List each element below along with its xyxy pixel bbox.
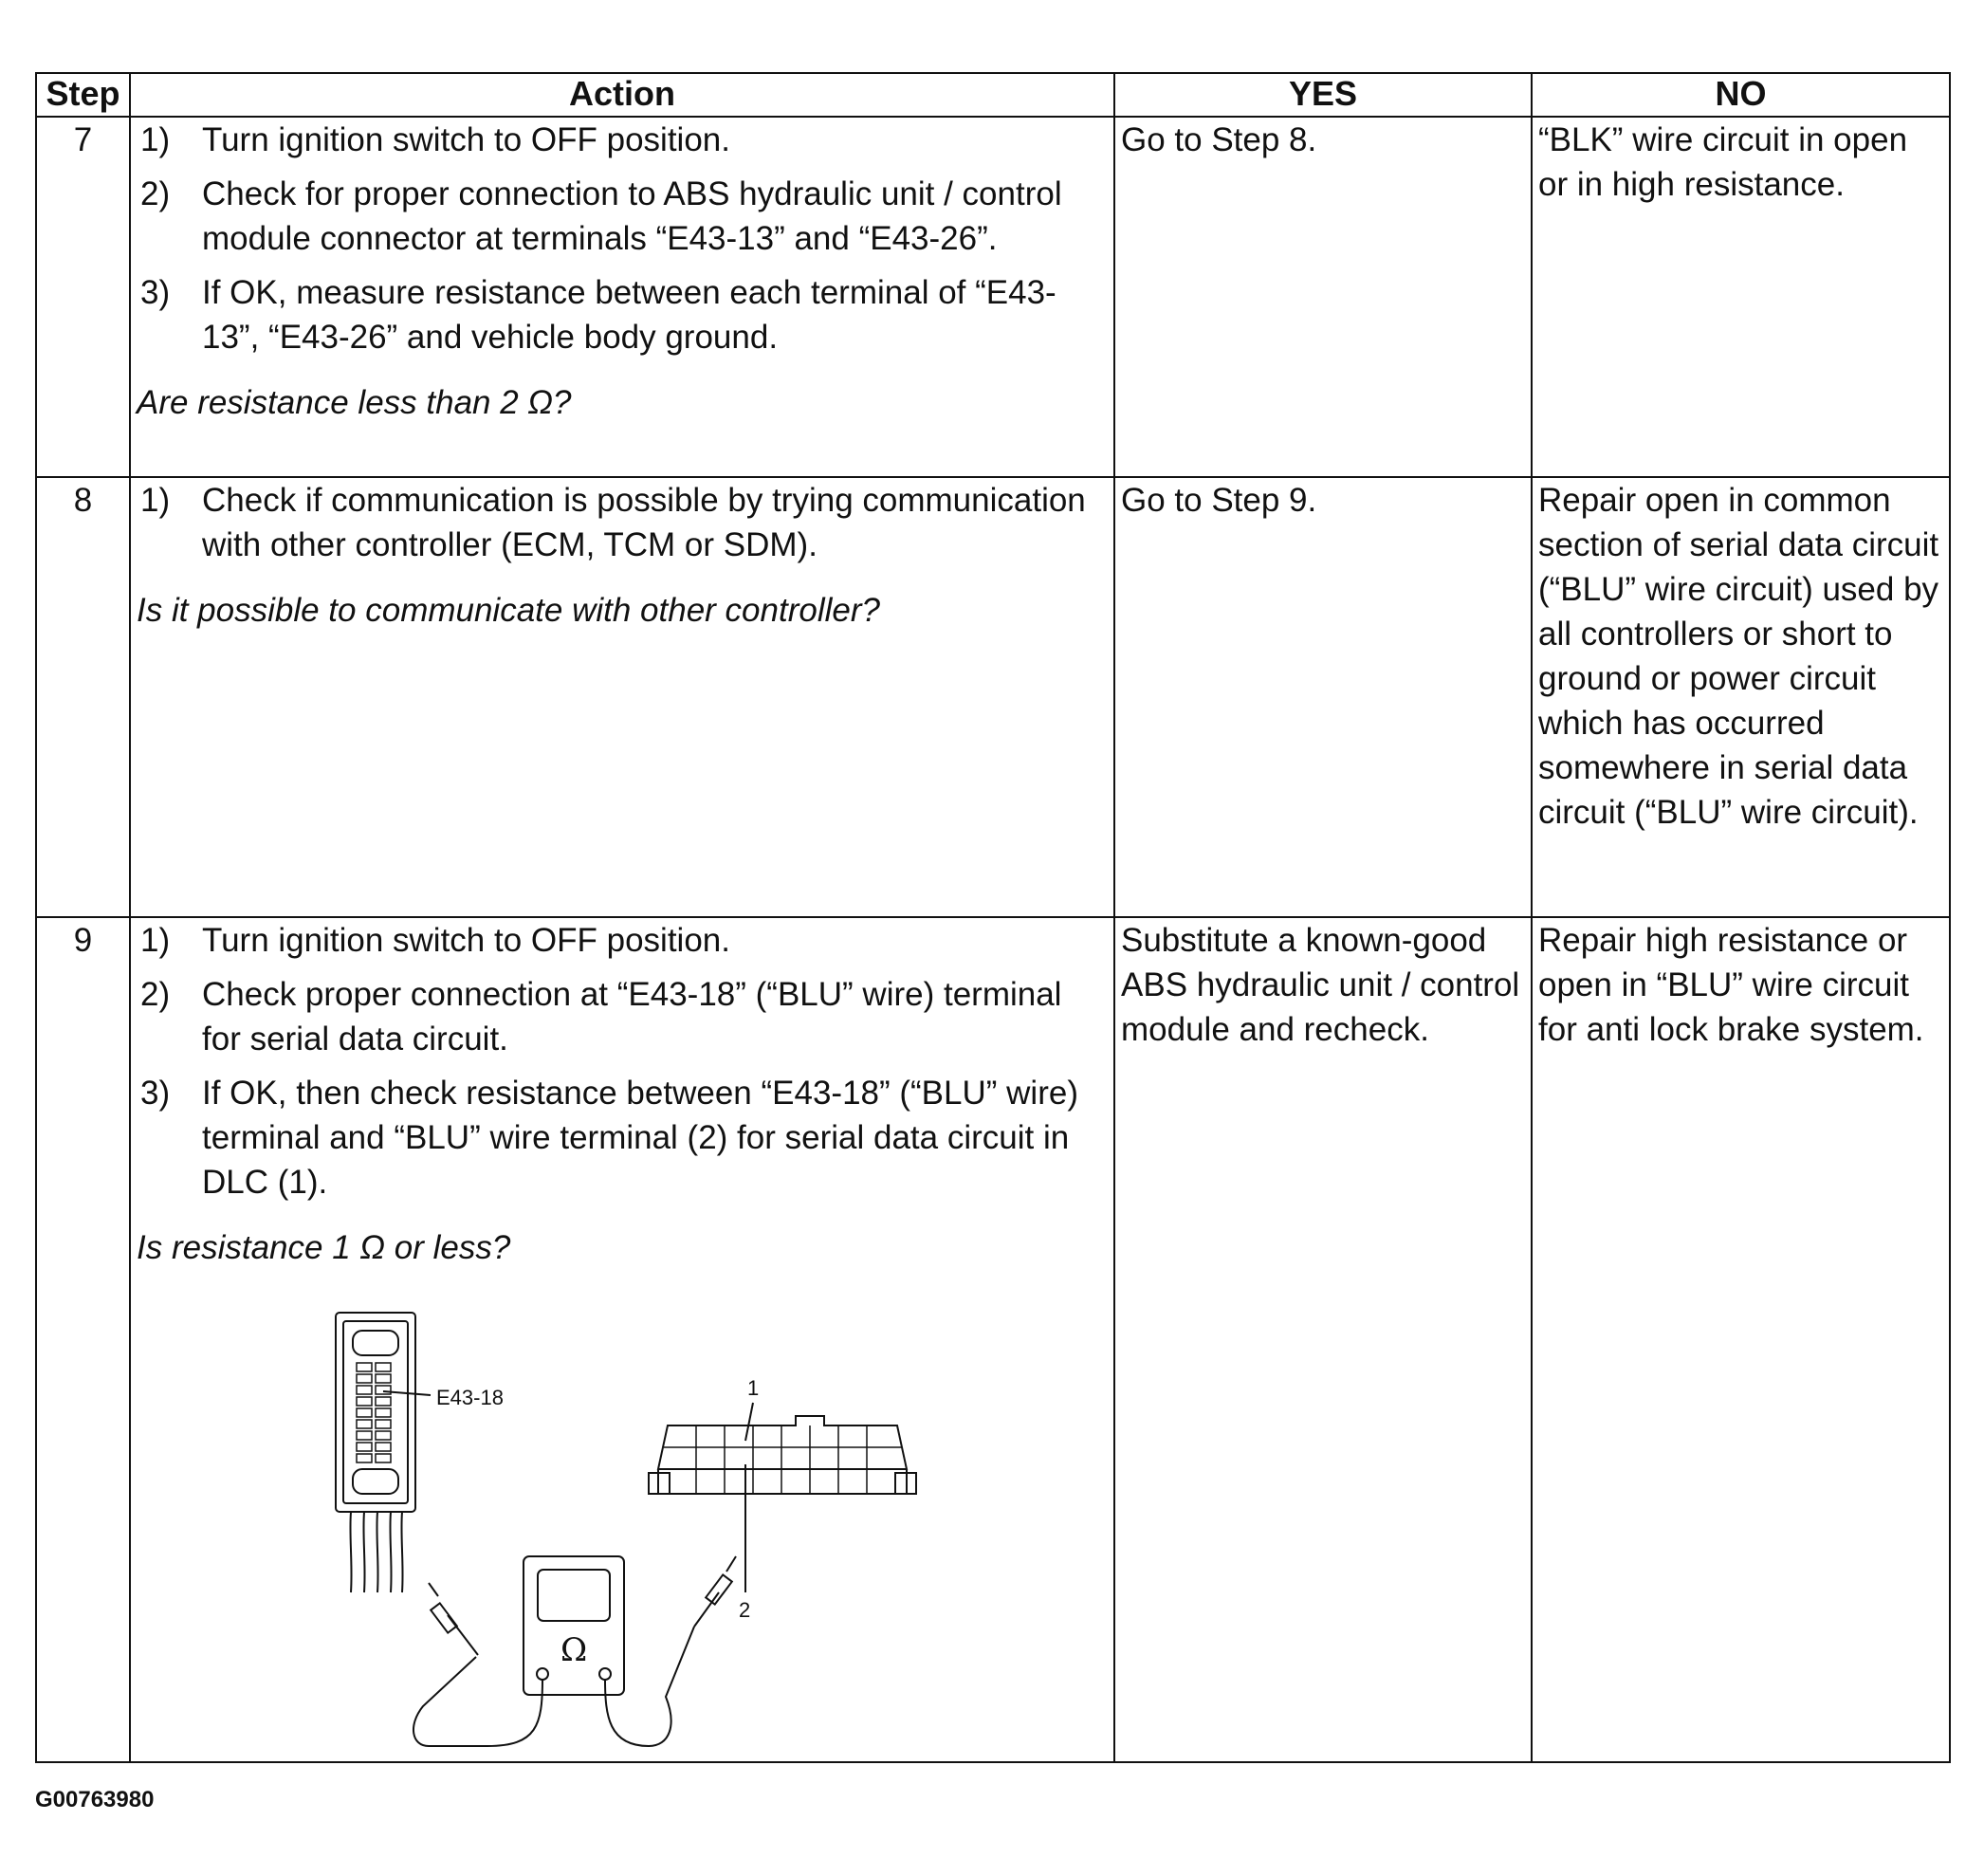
wiring-illustration [317, 1308, 1056, 1754]
header-step: Step [36, 73, 130, 117]
figure-id: G00763980 [35, 1787, 155, 1812]
step-number: 9 [36, 917, 130, 1762]
action-cell [130, 477, 1114, 917]
terminal-label: E43-18 [436, 1386, 504, 1409]
dlc-connector-icon [649, 1403, 916, 1592]
action-item-number: 3) [140, 1075, 171, 1112]
header-row [36, 73, 1950, 117]
action-item-text: Check if communication is possible by trying communication with other controller (ECM, TCM or SDM). [202, 482, 1086, 563]
action-list [137, 118, 1108, 359]
header-action: Action [130, 73, 1114, 117]
action-item-text: Check proper connection at “E43-18” (“BLU” wire) terminal for serial data circuit. [202, 976, 1062, 1058]
action-list [137, 478, 1108, 567]
diagnostic-table [35, 72, 1951, 1763]
action-item-number: 1) [140, 482, 171, 519]
header-no: NO [1532, 73, 1950, 117]
action-item [137, 270, 1108, 359]
dlc-callout: 1 [747, 1376, 760, 1400]
yes-cell: Go to Step 8. [1114, 117, 1532, 477]
no-cell: “BLK” wire circuit in open or in high resistance. [1532, 117, 1950, 477]
action-item-text: If OK, measure resistance between each terminal of “E43-13”, “E43-26” and vehicle body ground. [202, 274, 1056, 356]
no-cell: Repair high resistance or open in “BLU” wire circuit for anti lock brake system. [1532, 917, 1950, 1762]
check-question: Are resistance less than 2 Ω? [137, 384, 572, 421]
action-item [137, 972, 1108, 1061]
table-row [36, 117, 1950, 477]
action-item [137, 1071, 1108, 1205]
action-item-number: 1) [140, 121, 171, 158]
action-item [137, 478, 1108, 567]
check-question: Is resistance 1 Ω or less? [137, 1229, 511, 1266]
yes-cell: Substitute a known-good ABS hydraulic unit / control module and recheck. [1114, 917, 1532, 1762]
action-item-text: If OK, then check resistance between “E43-18” (“BLU” wire) terminal and “BLU” wire terminal (2) for serial data circuit in DLC (1). [202, 1075, 1078, 1201]
table-row [36, 917, 1950, 1762]
table-row [36, 477, 1950, 917]
action-item [137, 118, 1108, 162]
no-cell: Repair open in common section of serial data circuit (“BLU” wire circuit) used by all controllers or short to ground or power circuit which has occurred somewhere in serial data circuit (“BLU” wire circuit). [1532, 477, 1950, 917]
action-cell [130, 917, 1114, 1762]
check-question: Is it possible to communicate with other controller? [137, 592, 880, 629]
action-item [137, 918, 1108, 963]
action-item-text: Check for proper connection to ABS hydraulic unit / control module connector at terminals “E43-13” and “E43-26”. [202, 175, 1062, 257]
action-item-number: 2) [140, 976, 171, 1013]
step-number: 7 [36, 117, 130, 477]
action-item-number: 2) [140, 175, 171, 212]
action-item-text: Turn ignition switch to OFF position. [202, 121, 730, 158]
yes-cell: Go to Step 9. [1114, 477, 1532, 917]
meter-symbol: Ω [560, 1631, 588, 1669]
step-number: 8 [36, 477, 130, 917]
action-item [137, 172, 1108, 261]
action-item-number: 3) [140, 274, 171, 311]
action-list [137, 918, 1108, 1205]
header-yes: YES [1114, 73, 1532, 117]
action-item-number: 1) [140, 922, 171, 959]
abs-connector-icon [336, 1313, 431, 1592]
action-cell [130, 117, 1114, 477]
action-item-text: Turn ignition switch to OFF position. [202, 922, 730, 959]
terminal-callout: 2 [739, 1598, 751, 1622]
